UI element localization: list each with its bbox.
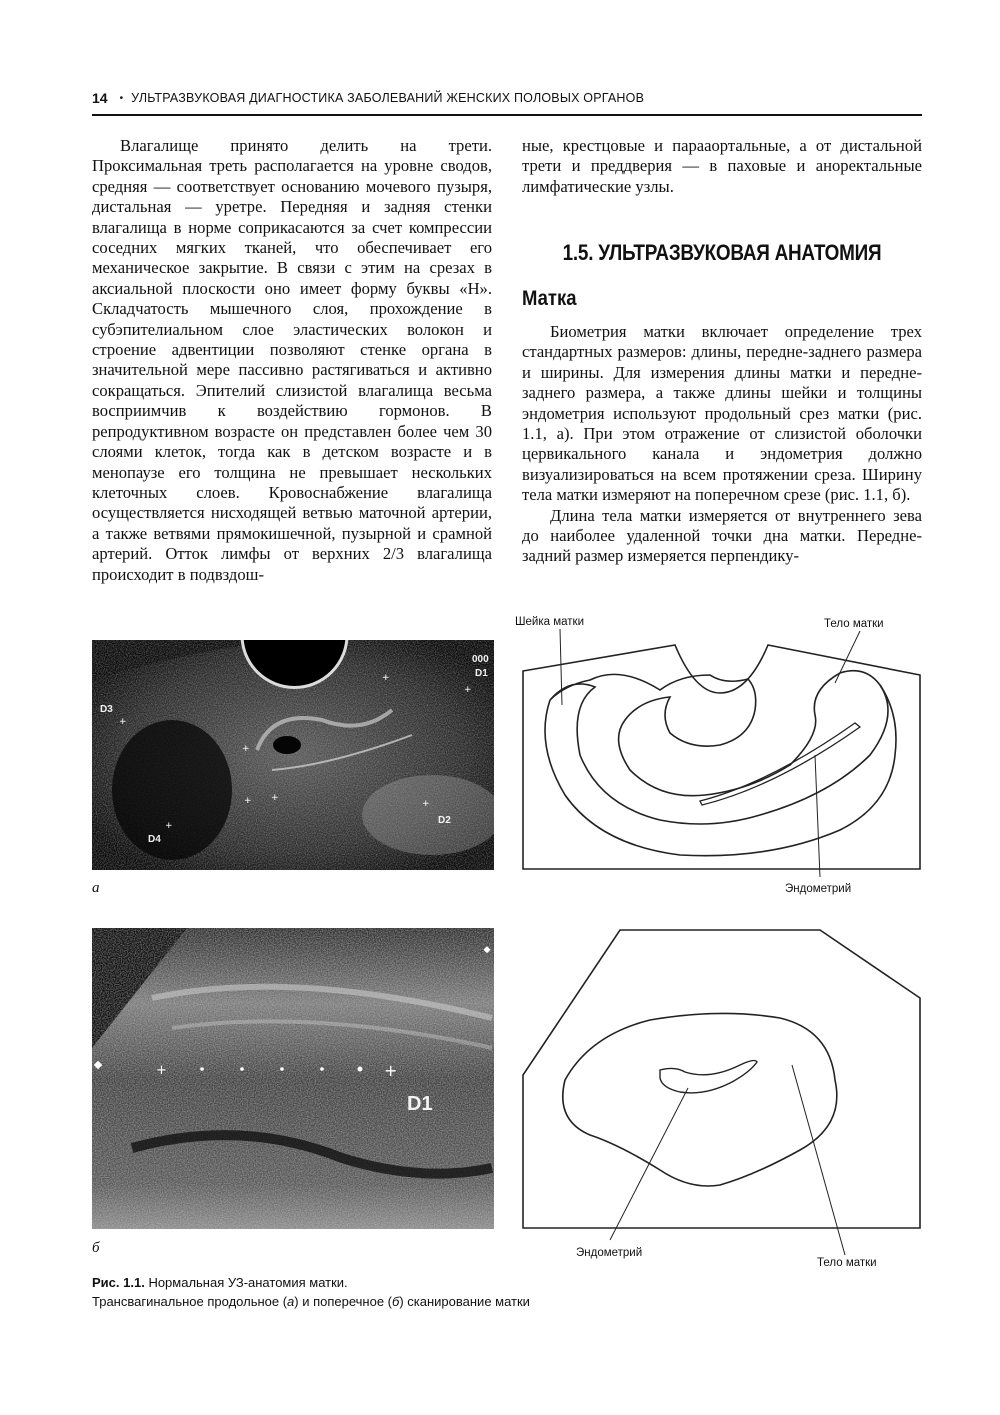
us-a-label-d3: D3	[100, 704, 113, 715]
caption-letter-a: а	[287, 1294, 295, 1309]
caption-text-2: ) и поперечное (	[294, 1294, 393, 1309]
caption-text-1: Трансвагинальное продольное (	[92, 1294, 288, 1309]
us-a-label-d2: D2	[438, 815, 451, 826]
label-body-a: Тело матки	[824, 618, 884, 630]
panel-letter-a: а	[92, 880, 100, 896]
label-endometrium-b: Эндометрий	[576, 1247, 643, 1259]
caption-text-3: ) сканирование матки	[399, 1294, 530, 1309]
caption-line-1	[92, 1273, 792, 1292]
svg-text:+: +	[119, 717, 127, 727]
label-endometrium-a: Эндометрий	[785, 883, 852, 895]
ultrasound-image-b	[92, 928, 494, 1229]
us-a-label-d4: D4	[148, 834, 161, 845]
svg-text:+: +	[384, 1061, 398, 1080]
svg-text:+: +	[422, 799, 430, 809]
header-bullet: •	[119, 93, 124, 104]
caption-number: Рис. 1.1.	[92, 1275, 145, 1290]
right-column	[522, 322, 922, 567]
biometry-paragraph: Биометрия матки включает определение трех стандартных размеров: длины, передне-заднего размера и ширины. Для измерения длины матки и передне-заднего размера, а также длины шейки и толщины эндометрия используют продольный срез матки (рис. 1.1, а). При этом отражение от слизистой оболочки цервикального канала и эндометрия должно визуализироваться на всем протяжении среза. Ширину тела матки измеряют на поперечном срезе (рис. 1.1, б).	[522, 322, 922, 505]
right-column-continuation	[522, 136, 922, 197]
svg-text:+: +	[242, 744, 250, 754]
svg-text:+: +	[244, 796, 252, 806]
svg-text:+: +	[464, 685, 472, 695]
svg-text:+: +	[271, 793, 279, 803]
svg-text:+: +	[382, 673, 390, 683]
page-number: 14	[92, 90, 108, 106]
caption-title: Нормальная УЗ-анатомия матки.	[148, 1275, 348, 1290]
section-title: 1.5. УЛЬТРАЗВУКОВАЯ АНАТОМИЯ	[562, 240, 882, 265]
us-a-label-d1: D1	[475, 668, 488, 679]
svg-text:+: +	[165, 821, 173, 831]
running-header	[92, 90, 922, 116]
subsection-title: Матка	[522, 287, 577, 310]
us-b-label-d1: D1	[407, 1093, 433, 1115]
figure-caption	[92, 1273, 792, 1311]
caption-line-2	[92, 1292, 792, 1311]
us-a-label-000: 000	[472, 654, 489, 665]
length-paragraph: Длина тела матки измеряется от внутреннего зева до наиболее удаленной точки дна матки. Передне-задний размер измеряется перпендику-	[522, 505, 922, 566]
continuation-paragraph: ные, крестцовые и парааортальные, а от дистальной трети и преддверия — в паховые и аноректальные лимфатические узлы.	[522, 136, 922, 196]
left-column	[92, 136, 492, 585]
label-cervix-a: Шейка матки	[515, 616, 585, 628]
running-title: УЛЬТРАЗВУКОВАЯ ДИАГНОСТИКА ЗАБОЛЕВАНИЙ ЖЕНСКИХ ПОЛОВЫХ ОРГАНОВ	[131, 91, 645, 105]
left-paragraph: Влагалище принято делить на трети. Проксимальная треть располагается на уровне сводов, средняя — соответствует основанию мочевого пузыря, дистальная — уретре. Передняя и задняя стенки влагалища в норме соприкасаются за счет компрессии соседних мягких тканей, что обеспечивает его механическое закрытие. В связи с этим на срезах в аксиальной плоскости оно имеет форму буквы «Н». Складчатость мышечного слоя, прохождение в субэпителиальном слое эластических волокон и строение адвентиции позволяют стенке органа в значительной мере пассивно растягиваться и активно сокращаться. Эпителий слизистой влагалища весьма восприимчив к воздействию гормонов. В репродуктивном возрасте он представлен более чем 30 слоями клеток, тогда как в детском возрасте и в менопаузе его толщина не превышает нескольких клеточных слоев. Кровоснабжение влагалища осуществляется нисходящей ветвью маточной артерии, а также ветвями прямокишечной, пузырной и срамной артерий. Отток лимфы от верхних 2/3 влагалища происходит в подвздош-	[92, 136, 492, 584]
caption-letter-b: б	[392, 1294, 400, 1309]
uterus-longitudinal-diagram	[510, 605, 930, 905]
label-body-b: Тело матки	[817, 1257, 877, 1269]
uterus-transverse-diagram	[510, 920, 930, 1280]
svg-text:+: +	[156, 1063, 167, 1078]
panel-letter-b: б	[92, 1240, 100, 1256]
ultrasound-image-a	[92, 640, 494, 870]
